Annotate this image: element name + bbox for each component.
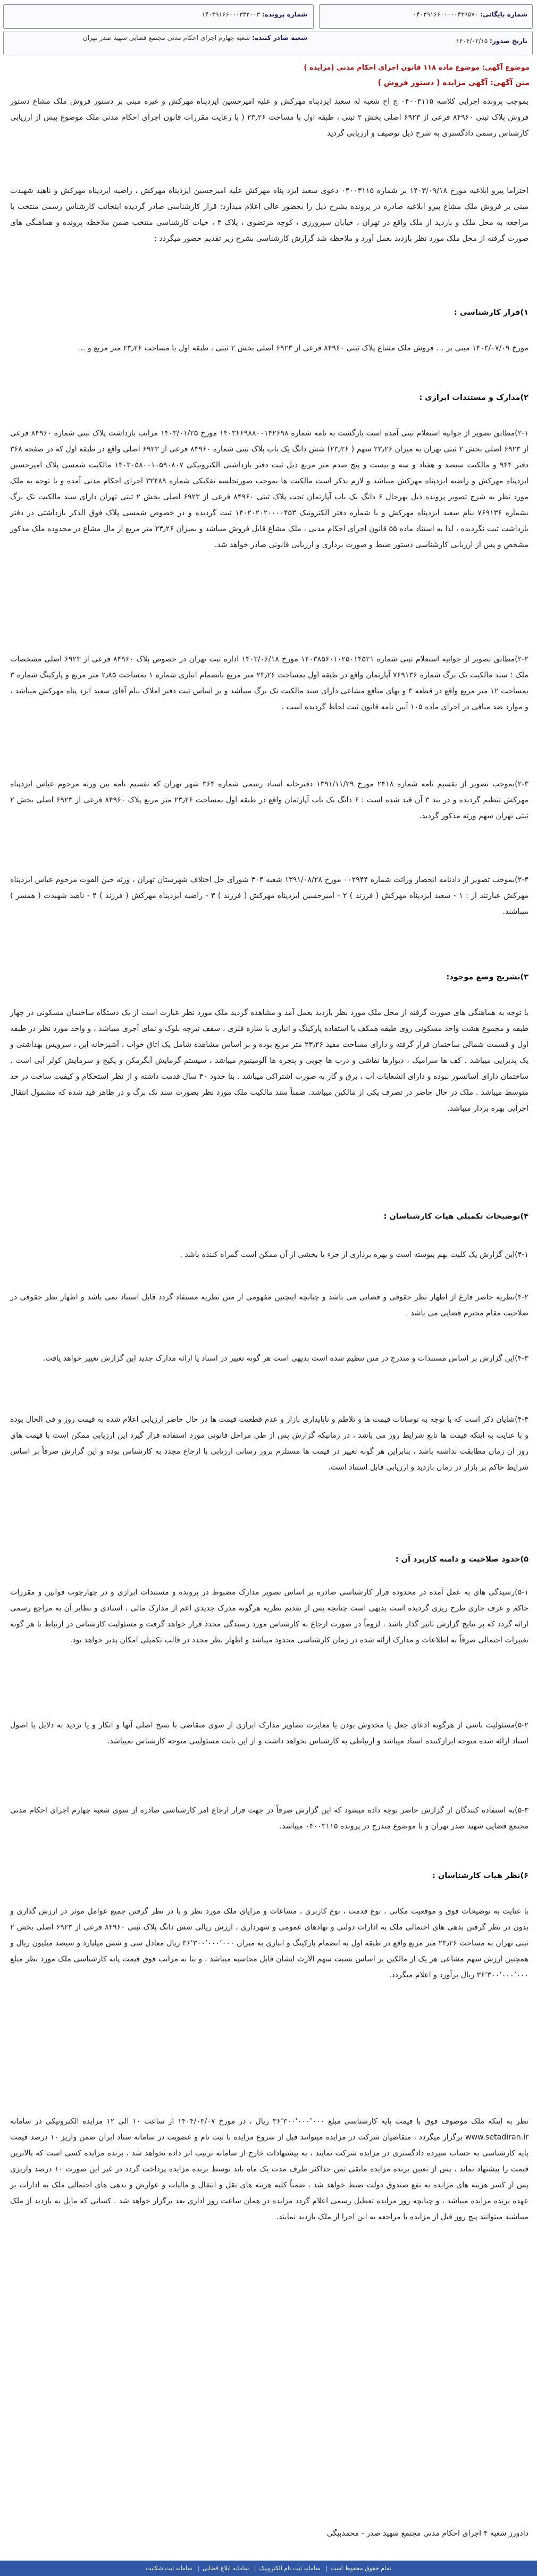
signature-line: دادورز شعبه ۴ اجرای احکام مدنی مجتمع شهید صدر - محمدبیگی <box>326 2529 528 2538</box>
body-paragraph: ۵-۳)به استفاده کنندگان از گزارش حاضر توجه داده میشود که این گزارش صرفاً در جهت قرار ارجاع امر کارشناسی صادره از سوی شعبه چهارم اجرای احکام مدنی مجتمع قضایی شهید صدر تهران و با موضوع مندرج در پرونده ۰۴۰۰۳۱۱۵ میباشد. <box>10 1806 528 1831</box>
body-paragraph: بموجب پرونده اجرایی کلاسه ۰۴۰۰۳۱۱۵ ج اح شعبه له سعید ایزدپناه مهرکش و علیه امیرحسین ایزدپناه مهرکش و غیره مبنی بر دستور فروش ملک مشاع دستور فروش پلاک ثبتی ۸۴۹۶۰ فرعی از ۶۹۲۳ اصلی بخش ۲ ثبتی ، طبقه اول با مساحت ۲۳٫۲۶ ( با رعایت مقررات قانون اجرای احکام مدنی ملک موضوع پیس از ارزیابی کارشناس رسمی دادگستری به شرح ذیل توصیف و ارزیابی گردید <box>10 97 528 138</box>
body-paragraph: ۴-۱)این گزارش یک کلیت بهم پیوسته است و بهره برداری از جزء یا بخشی از آن ممکن است گمراه کننده باشد . <box>180 1251 528 1259</box>
section-heading: ۲)مدارک و مستندات ابرازی : <box>419 393 528 402</box>
footer-link[interactable]: تمام حقوق محفوظ است <box>330 2565 391 2572</box>
site-footer: تمام حقوق محفوظ است| سامانه ثبت نام الکترونیک| سامانه ابلاغ قضایی| سامانه ثبت شکایت <box>0 2561 537 2576</box>
body-paragraph: نظر به اینکه ملک موصوف فوق با قیمت پایه کارشناسی مبلغ ۳۶٬۳۰۰٬۰۰۰٬۰۰۰ ریال ، در مورخ ۱۴۰۴/۰۳/۰۷ از ساعت ۱۰ الی ۱۲ مزایده الکترونیکی در سامانه www.setadiran.ir برگزار میگردد ، متقاضیان شرکت در مزایده میتوانند قبل از شروع مزایده با ثبت نام و عضویت در سامانه ستاد ایران ضمن واریز ۱۰ درصد قیمت پایه کارشناسی به حساب سپرده دادگستری در مزایده شرکت نمایند ، به پیشنهادات خارج از سامانه ترتیب اثر داده نخواهد شد ، برنده مزایده کسی است که بالاترین قیمت را پیشنهاد نماید ، پس از تعیین برنده مزایده مابقی ثمن حداکثر ظرف مدت یک ماه باید توسط برنده مزایده پرداخت گردد در غیر این صورت ۱۰ درصد واریزی پس از کسر هزینه های مزایده به نفع صندوق دولت ضبط خواهد شد ، ضمناً کلیه هزینه های نقل و انتقال و مالیات و عوارض و بدهی های احتمالی ملک به ادارات بر عهده برنده مزایده میباشد ، و چنانچه روز مزایده تعطیل رسمی اعلام گردد مزایده در همان ساعت روز اداری بعد برگزار خواهد شد . کسانی که مایل به بازدید از ملک میباشند میتوانند پنج روز قبل از مزایده با مراجعه به این اجرا از ملک بازدید نمایند. <box>10 2117 529 2221</box>
footer-link[interactable]: سامانه ثبت نام الکترونیک <box>259 2565 321 2572</box>
body-paragraph: ۲-۲)مطابق تصویر از جوابیه استعلام ثبتی شماره ۱۴۰۳۸۵۶۰۱۰۲۵۰۱۴۵۲۱ مورخ ۱۴۰۳/۰۶/۱۸ اداره ثبت تهران در خصوص پلاک ۸۴۹۶۰ فرعی از ۶۹۲۳ اصلی مشخصات ملک ؛ سند مالکیت تک برگ شماره ۷۶۹۱۳۶ آپارتمان واقع در طبقه اول بمساحت ۲۳٫۲۶ متر مربع بانضمام انباری شماره ۱ بمساحت ۲٫۸۵ متر مربع و پارکینگ شماره ۳ بمساحت ۱۲ متر مربع واقع در قطعه ۳ و بهای منافع مشاعی دارای سند مالکیت تک برگ میباشد و بر اساس ثبت دفتر املاک بنام آقای سعید ایزد پناه مهرکش میباشد ، و موارد ضد منافی در اجرای ماده ۱۰۵ آیین نامه قانون ثبت لحاظ گردیده است . <box>10 655 528 711</box>
footer-link[interactable]: سامانه ثبت شکایت <box>146 2565 192 2572</box>
body-paragraph: ۴-۴)شایان ذکر است که با توجه به نوسانات قیمت ها و تلاطم و ناپایداری بازار و عدم قطعیت قیمت ها در حال حاضر ارزیابی اعلام شده به قیمت روز و فی الحال بوده و با عنایت به اینکه قیمت ها تابع شرایط روز می باشد ، در زمانیکه گزارش پس از طی مراحل قانونی مورد استفاده قرار گیرد این ارزیابی ممکن است با قیمت های روز آن زمان مطابقت نداشته باشد ، بنابراین هر گونه تغییر در قیمت ها مستلزم بروز رسانی ارزیابی با ارجاع مجدد به کارشناس بوده و این گزارش صرفاً بر اساس شرایط حاکم بر بازار در زمان بازدید و ارزیابی قابل استناد است. <box>10 1415 528 1472</box>
archive-number-value: ۰۴۰۳۹۱۶۶۰۰۰۰۰۴۲۹۵۷۰ <box>413 11 479 18</box>
issue-date-value: ۱۴۰۴/۰۲/۱۵ <box>456 37 488 45</box>
issuing-branch-value: شعبه چهارم اجرای احکام مدنی مجتمع قضایی شهید صدر تهران <box>82 34 250 41</box>
body-paragraph: مورخ ۱۴۰۳/۰۷/۰۹ مبنی بر … فروش ملک مشاع پلاک ثبتی ۸۴۹۶۰ فرعی از ۶۹۲۳ اصلی بخش ۲ ثبتی ، طبقه اول با مساحت ۲۳٫۲۶ متر مربع و … <box>78 344 528 353</box>
body-paragraph: ۴-۳)این گزارش بر اساس مستندات و مندرج در متن تنظیم شده است بدیهی است هر گونه تغییر در اسناد یا ارائه مدارک جدید این گزارش تغییر خواهد یافت. <box>43 1354 528 1363</box>
body-paragraph: ۲-۳)بموجب تصویر از تقسیم نامه شماره ۲۴۱۸ مورخ ۱۳۹۱/۱۱/۲۹ دفترخانه اسناد رسمی شماره ۳۶۴ شهر تهران که تقسیم نامه بین ورثه مرحوم عباس ایزدپناه مهرکش تنظیم گردیده و در بند ۳ آن قید شده است : ۶ دانگ یک باب آپارتمان واقع در طبقه اول بمساحت ۲۳٫۲۶ متر مربع پلاک ۸۴۹۶۰ فرعی از ۶۹۲۳ اصلی بخش ۲ ثبتی تهران سهم ورثه مذکور گردید. <box>10 780 528 820</box>
body-paragraph: احتراما پیرو ابلاغیه مورخ ۱۴۰۳/۰۹/۱۸ بر شماره ۰۴۰۰۳۱۱۵ دعوی سعید ایزد پناه مهرکش علیه امیرحسین ایزدپناه مهرکش ، راضیه ایزدپناه مهرکش و ناهید شهبدت مبنی بر فروش ملک مشاع پیرو ابلاغیه صادره در پرونده بشرح ذیل را بحضور عالی اعلام میدارد: قرار کارشناسی صادر گردیده اینجانب کارشناس رسمی منتخب با مراجعه به محل ملک و بازدید از ملک واقع در تهران ، خیابان سپرورزی ، کوچه مرتضوی ، پلاک ۳ ، حیات کارشناسی منتخب ضمن ملاحظه پرونده و هماهنگی های صورت گرفته از محل ملک مورد نظر بازدید بعمل آورد و ملاحظه شد گزارش کارشناسی بشرح زیر تقدیم حضور میگردد : <box>10 187 528 243</box>
section-heading: ۶)نظر هیات کارشناسان : <box>432 1872 528 1880</box>
archive-number-label: شماره بایگانی: <box>480 11 527 18</box>
body-paragraph: با توجه به هماهنگی های صورت گرفته از محل ملک مورد نظر بازدید بعمل آمد و مشاهده گردید ملک مورد نظر عبارت است از یک دستگاه ساختمان مسکونی در چهار طبقه و مجموع هشت واحد مسکونی روی طبقه همکف با استفاده پارکینگ و انباری با سازه فلزی ، سقف تیرچه بلوک و نمای آجری میباشد ، و واحد مورد نظر در طبقه اول و قسمت شمالی ساختمان قرار گرفته و دارای مساحت مفید ۲۳٫۲۶ متر مربع بوده و بر اساس مشاهده شامل یک اتاق خواب ، آشپزخانه اپن ، سرویس بهداشتی و یک پذیرایی میباشد . کف ها سرامیک ، دیوارها نقاشی و درب ها چوبی و پنجره ها آلومینیوم میباشد ، سیستم گرمایش آبگرمکن و پکیج و سرمایش کولر آبی است . ساختمان دارای آسانسور نبوده و دارای انشعابات آب ، برق و گاز به صورت اشتراکی میباشد . بنا حدود ۳۰ سال قدمت داشته و از نظر استحکام و کیفیت ساخت در حد متوسط میباشد . ملک در حال حاضر در تصرف یکی از مالکین میباشد. ضمناً سند مالکیت ملک مورد نظر بصورت سند تک برگ و در ظاهر قید شده که مشمول انتقال اجرایی بهره بردار میباشد. <box>10 1009 528 1113</box>
issuing-branch-label: شعبه صادر کننده: <box>252 34 307 41</box>
section-heading: ۴)توضیحات تکمیلی هیات کارشناسان : <box>383 1212 528 1221</box>
issue-date-label: تاریخ صدور: <box>490 37 527 45</box>
archive-number <box>413 11 527 18</box>
body-paragraph: ۵-۱)رسیدگی های به عمل آمده در محدوده قرار کارشناسی صادره بر اساس تصویر مدارک مضبوط در پرونده و مستندات ابرازی و در چهارچوب قوانین و مقررات حاکم و عرف جاری طرح ریزی گردیده است بدیهی است چنانچه پس از تقدیم نظریه هرگونه مدرک جدیدی اعم از مدارک مالی ، اسنادی و نظایر آن به مراجع رسمی ارائه گردد که بر نتایج گزارش تاثیر گذار باشد ، لزوماً در صورت ارجاع به کارشناس مورد رسیدگی مجدد قرار خواهد گرفت و مسئولیت کارشناس در ارتباط با هر گونه تغییرات احتمالی صرفاً به اطلاعات و مدارک ارائه شده در زمان کارشناسی محدود میباشد و اظهار نظر مجدد در قالب تکمیلی امکان پذیر خواهد بود. <box>10 1588 528 1644</box>
body-paragraph: ۲-۴)بموجب تصویر از دادنامه انحصار وراثت شماره ۰۰۲۹۴۴ مورخ ۱۳۹۱/۰۸/۲۸ شعبه ۳۰۴ شورای حل اختلاف شهرستان تهران ، ورثه حین الفوت مرحوم عباس ایزدپناه مهرکش عبارتند از : ۱ - سعید ایزدپناه مهرکش ( فرزند ) ۲ - امیرحسین ایزدپناه مهرکش ( فرزند ) ۳ - راضیه ایزدپناه مهرکش ( فرزند ) ۴ - ناهید شهبدت ( همسر ) میباشند. <box>10 876 529 916</box>
case-number-label: شماره پرونده: <box>262 11 307 18</box>
body-paragraph: ۲-۱)مطابق تصویر از جوابیه استعلام ثبتی آمده است بازگشت به نامه شماره ۱۴۰۳۶۶۹۸۸۰۰۱۴۲۶۹۸ مورخ ۱۴۰۳/۰۱/۲۵ مراتب بازداشت پلاک ثبتی شماره ۸۴۹۶۰ فرعی از ۶۹۲۳ اصلی بخش ۲ ثبتی تهران به میزان ۲۳٫۲۶ سهم ( ۲۳٫۲۶) شش دانگ یک باب پلاک ثبتی شماره ۸۴۹۶۰ فرعی از ۶۹۲۳ اصلی واقع در طبقه اول که در صفحه ۳۶۸ دفتر ۹۴۴ و مالکیت سیصد و هفتاد و سه و بیست و پنج صدم متر مربع ذیل ثبت دفتر بازداشتی الکترونیکی ۱۴۰۳۰۵۸۰۰۱۰۵۹۰۸۰۷ مالکیت شمسی پلاک امیرحسین ایزدپناه مهرکش و راضیه ایزدپناه مهرکش میباشد و لازم بذکر است مالکیت ها بموجب صورتجلسه تفکیکی شماره ۳۲۴۸۹ اجرای احکام مدنی آمده و با توجه به ملک مورد نظر به شرح تصویر پرونده ذیل بهرحال ۶ دانگ یک باب آپارتمان تحت پلاک ثبتی ۸۴۹۶۰ فرعی از ۶۹۲۳ اصلی بخش ۲ ثبتی تهران دارای سند مالکیت تک برگ بشماره ۷۶۹۱۳۶ بنام سعید ایزدپناه مهرکش و با شماره دفتر الکترونیک ۱۴۰۲۰۲۰۲۰۰۰۰۴۵۳ ثبت گردیده و در خصوص شمسی پلاک فوق الذکر بازداشتی در دفتر بازداشت ثبت نگردیده ، لذا به استناد ماده ۵۵ قانون اجرای احکام مدنی ، ملک مشاع قابل فروش میباشد و بمیزان ۲۳٫۲۶ متر مربع از مال مشاع در محدوده ملک مذکور مشخص و پس از ارزیابی کارشناسی دستور ضبط و صورت برداری و ارزیابی قانونی صادر خواهد شد. <box>10 429 528 549</box>
issuing-branch <box>31 33 307 43</box>
issue-date <box>456 37 527 45</box>
notice-title: متن آگهی: آگهی مزایده ( دستور فروش ) <box>377 79 530 87</box>
body-paragraph: ۵-۲)مسئولیت ناشی از هرگونه ادعای جعل یا مخدوش بودن یا مغایرت تصاویر مدارک ابرازی از سوی متقاضی با نسخ اصلی آنها و انکار و یا تردید به دلایل یا اصول اسناد ارائه شده متوجه ابرازکننده اسناد میباشد و ارتباطی به کارشناس نخواهد داشت و از این بابت مسئولیتی متوجه کارشناس نمیباشد. <box>10 1721 528 1746</box>
section-heading: ۱)قرار کارشناسی : <box>454 308 528 317</box>
notice-subject <box>304 64 530 72</box>
case-number <box>202 11 307 18</box>
body-paragraph: با عنایت به توضیحات فوق و موقعیت مکانی ، نوع قدمت ، نوع کاربری ، مشاعات و مزایای ملک مورد نظر و با در نظر گرفتن جمیع عوامل موثر در ارزش گذاری و بدون در نظر گرفتن بدهی های احتمالی ملک به ادارات دولتی و نهادهای عمومی و شهرداری ، ارزش ریالی شش دانگ پلاک ثبتی ۸۴۹۶۰ فرعی از ۶۹۲۳ اصلی بخش ۲ ثبتی تهران به مساحت ۲۳٫۲۶ متر مربع واقع در طبقه اول به انضمام پارکینگ و انباری به میزان ۳۶٬۳۰۰٬۰۰۰٬۰۰۰ ریال معادل سی و شش میلیارد و سیصد میلیون ریال و همچنین ارزش سهم مشاعی هر یک از مالکین بر اساس نسبت سهم الارث ایشان قابل محاسبه میباشد ، و بنا به مراتب فوق قیمت پایه کارشناسی ملک مورد نظر مبلغ ۳۶٬۳۰۰٬۰۰۰٬۰۰۰ ریال برآورد و اعلام میگردد. <box>10 1907 528 1979</box>
subject-value: موضوع ماده ۱۱۸ قانون اجرای احکام مدنی (مزایده ) <box>304 64 480 72</box>
notice-header <box>0 0 537 57</box>
section-heading: ۳)تشریح وضع موجود: <box>446 973 528 981</box>
section-heading: ۵)حدود صلاحیت و دامنه کاربرد آن : <box>395 1555 528 1564</box>
footer-link[interactable]: سامانه ابلاغ قضایی <box>202 2565 249 2572</box>
body-paragraph: ۴-۲)نظریه حاضر فارغ از اظهار نظر حقوقی و قضایی می باشد و چنانچه اینچنین مفهومی از متن نظریه مستفاد گردد قابل استناد نمی باشد و اظهار نظر حقوقی در صلاحیت مقام محترم قضایی می باشد . <box>10 1293 528 1318</box>
case-number-value: ۱۴۰۳۹۱۶۶۰۰۰۳۳۲۰۰۳ <box>202 11 260 18</box>
subject-label: موضوع آگهی: <box>482 64 530 72</box>
